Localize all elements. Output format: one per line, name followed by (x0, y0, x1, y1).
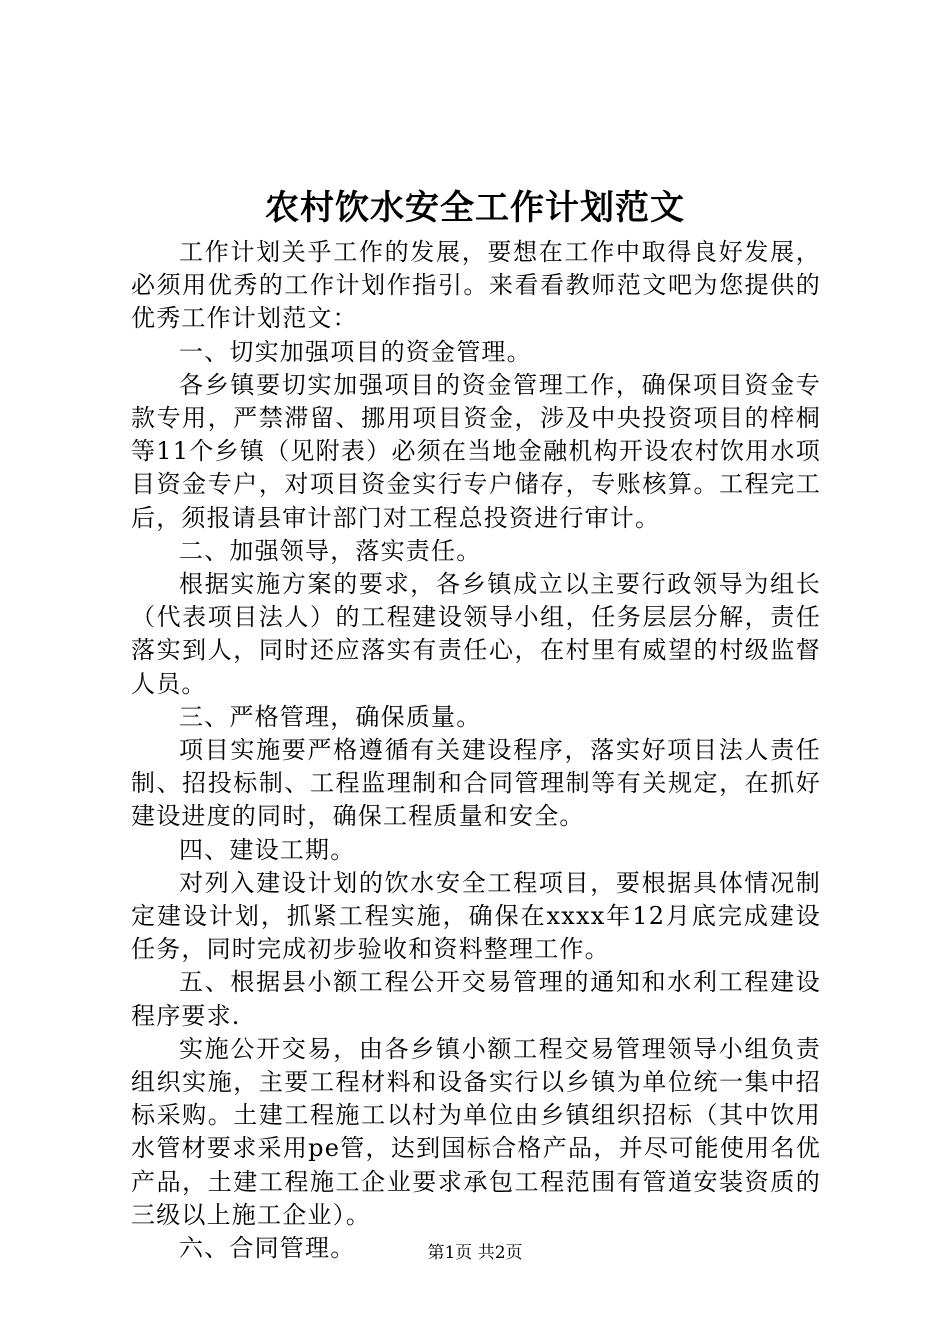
section-heading-5: 五、根据县小额工程公开交易管理的通知和水利工程建设程序要求. (131, 968, 821, 1030)
section-heading-3: 三、严格管理，确保质量。 (179, 702, 482, 731)
section-heading-4: 四、建设工期。 (179, 835, 356, 864)
section-paragraph-3: 项目实施要严格遵循有关建设程序，落实好项目法人责任制、招投标制、工程监理制和合同管理制等有关规定，在抓好建设进度的同时，确保工程质量和安全。 (131, 736, 821, 831)
section-paragraph-1: 各乡镇要切实加强项目的资金管理工作，确保项目资金专款专用，严禁滞留、挪用项目资金，涉及中央投资项目的梓桐等11个乡镇（见附表）必须在当地金融机构开设农村饮用水项目资金专户，对项目资金实行专户储存，专账核算。工程完工后，须报请县审计部门对工程总投资进行审计。 (131, 370, 821, 532)
page-footer: 第1页 共2页 (427, 1243, 523, 1263)
section-paragraph-5: 实施公开交易，由各乡镇小额工程交易管理领导小组负责组织实施，主要工程材料和设备实行以乡镇为单位统一集中招标采购。土建工程施工以村为单位由乡镇组织招标（其中饮用水管材要求采用pe管，达到国标合格产品，并尽可能使用名优产品，土建工程施工企业要求承包工程范围有管道安装资质的三级以上施工企业）。 (131, 1034, 821, 1229)
document-body (131, 236, 821, 1265)
section-paragraph-4: 对列入建设计划的饮水安全工程项目，要根据具体情况制定建设计划，抓紧工程实施，确保在xxxx年12月底完成建设任务，同时完成初步验收和资料整理工作。 (131, 868, 821, 964)
document-title: 农村饮水安全工作计划范文 (265, 188, 685, 228)
section-heading-2: 二、加强领导，落实责任。 (179, 536, 482, 565)
section-heading-1: 一、切实加强项目的资金管理。 (179, 337, 532, 366)
section-heading-6: 六、合同管理。 (179, 1234, 356, 1263)
section-paragraph-2: 根据实施方案的要求，各乡镇成立以主要行政领导为组长（代表项目法人）的工程建设领导小组，任务层层分解，责任落实到人，同时还应落实有责任心，在村里有威望的村级监督人员。 (131, 570, 821, 698)
intro-paragraph: 工作计划关乎工作的发展，要想在工作中取得良好发展，必须用优秀的工作计划作指引。来看看教师范文吧为您提供的优秀工作计划范文： (131, 238, 821, 333)
